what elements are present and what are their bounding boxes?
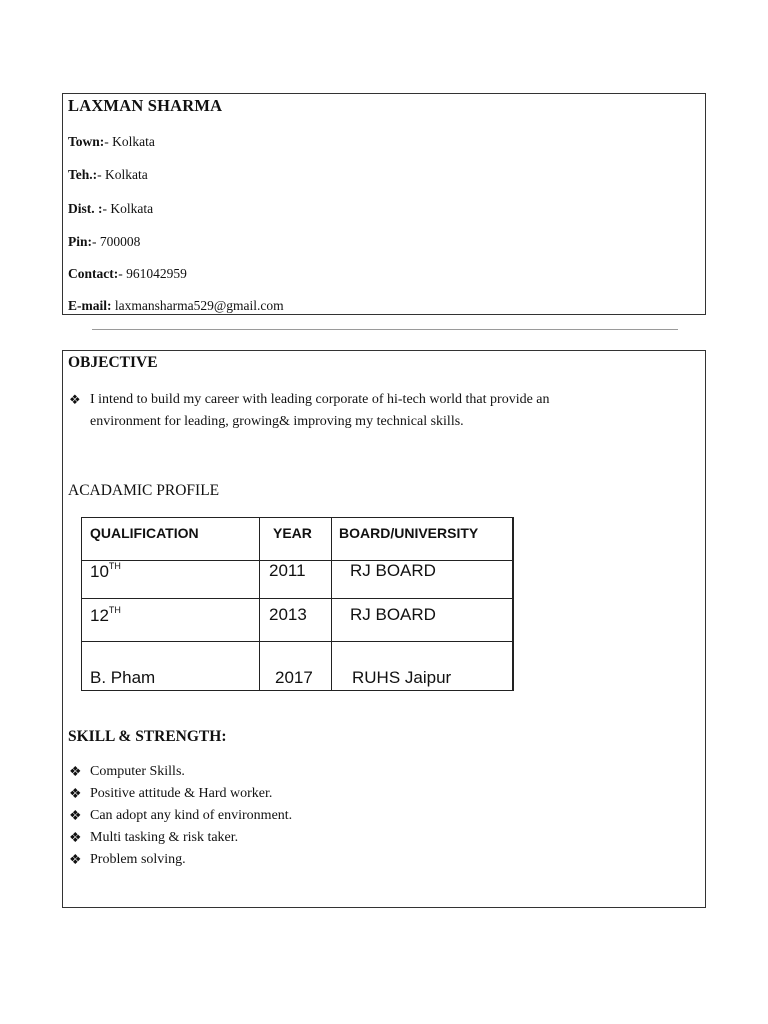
list-item: Positive attitude & Hard worker.: [90, 786, 273, 801]
town-value: - Kolkata: [104, 134, 155, 149]
table-cell-year: 2013: [269, 605, 307, 624]
town-line: [68, 134, 155, 150]
contact-value: - 961042959: [118, 266, 187, 281]
teh-value: - Kolkata: [97, 167, 148, 182]
column-header-qualification: QUALIFICATION: [90, 525, 199, 541]
pin-label: Pin:: [68, 234, 93, 249]
qualification-value: 12: [90, 606, 109, 625]
table-divider-2: [331, 517, 332, 691]
diamond-bullet-icon: ❖: [69, 787, 82, 802]
list-item: Computer Skills.: [90, 764, 185, 779]
table-border-right: [512, 517, 514, 691]
column-header-board: BOARD/UNIVERSITY: [339, 525, 479, 541]
town-label: Town:: [68, 134, 105, 149]
contact-line: [68, 266, 187, 282]
objective-text-line-1: I intend to build my career with leading corporate of hi-tech world that provide an: [90, 392, 550, 407]
diamond-bullet-icon: ❖: [69, 809, 82, 824]
diamond-bullet-icon: ❖: [69, 765, 82, 780]
pin-value: - 700008: [92, 234, 141, 249]
table-cell-board: RJ BOARD: [350, 561, 436, 580]
table-border-top: [81, 517, 513, 518]
email-line: [68, 298, 284, 314]
teh-line: [68, 167, 148, 183]
qualification-suffix: TH: [108, 561, 121, 571]
table-cell-qualification: [90, 561, 121, 582]
list-item: Multi tasking & risk taker.: [90, 830, 239, 845]
table-cell-year: 2017: [275, 668, 313, 687]
table-cell-board: RUHS Jaipur: [352, 668, 452, 687]
candidate-name: LAXMAN SHARMA: [68, 96, 223, 115]
diamond-bullet-icon: ❖: [69, 853, 82, 868]
teh-label: Teh.:: [68, 167, 98, 182]
table-border-left: [81, 517, 82, 691]
resume-body-box: [62, 350, 706, 908]
skills-heading: SKILL & STRENGTH:: [68, 728, 227, 745]
table-border-bottom: [81, 690, 513, 691]
diamond-bullet-icon: ❖: [69, 831, 82, 846]
table-cell-qualification: [90, 605, 121, 626]
email-value: laxmansharma529@gmail.com: [111, 298, 284, 313]
dist-line: [68, 201, 153, 217]
table-cell-qualification: B. Pham: [90, 668, 156, 687]
table-cell-board: RJ BOARD: [350, 605, 436, 624]
section-divider: [92, 329, 678, 330]
table-divider-1: [259, 517, 260, 691]
table-cell-year: 2011: [269, 561, 306, 580]
academic-heading: ACADAMIC PROFILE: [68, 482, 220, 499]
dist-label: Dist. :: [68, 201, 103, 216]
list-item: Problem solving.: [90, 852, 186, 867]
list-item: Can adopt any kind of environment.: [90, 808, 293, 823]
contact-label: Contact:: [68, 266, 119, 281]
objective-bullet-icon: ❖: [69, 392, 81, 407]
objective-heading: OBJECTIVE: [68, 354, 158, 371]
qualification-value: 10: [90, 562, 109, 581]
objective-text-line-2: environment for leading, growing& improving my technical skills.: [90, 414, 464, 429]
qualification-suffix: TH: [108, 605, 121, 615]
dist-value: - Kolkata: [102, 201, 154, 216]
table-row-line-3: [81, 641, 513, 642]
pin-line: [68, 234, 140, 250]
contact-info-box: [62, 93, 706, 315]
table-row-line-2: [81, 598, 513, 599]
column-header-year: YEAR: [273, 525, 312, 541]
email-label: E-mail:: [68, 298, 112, 313]
